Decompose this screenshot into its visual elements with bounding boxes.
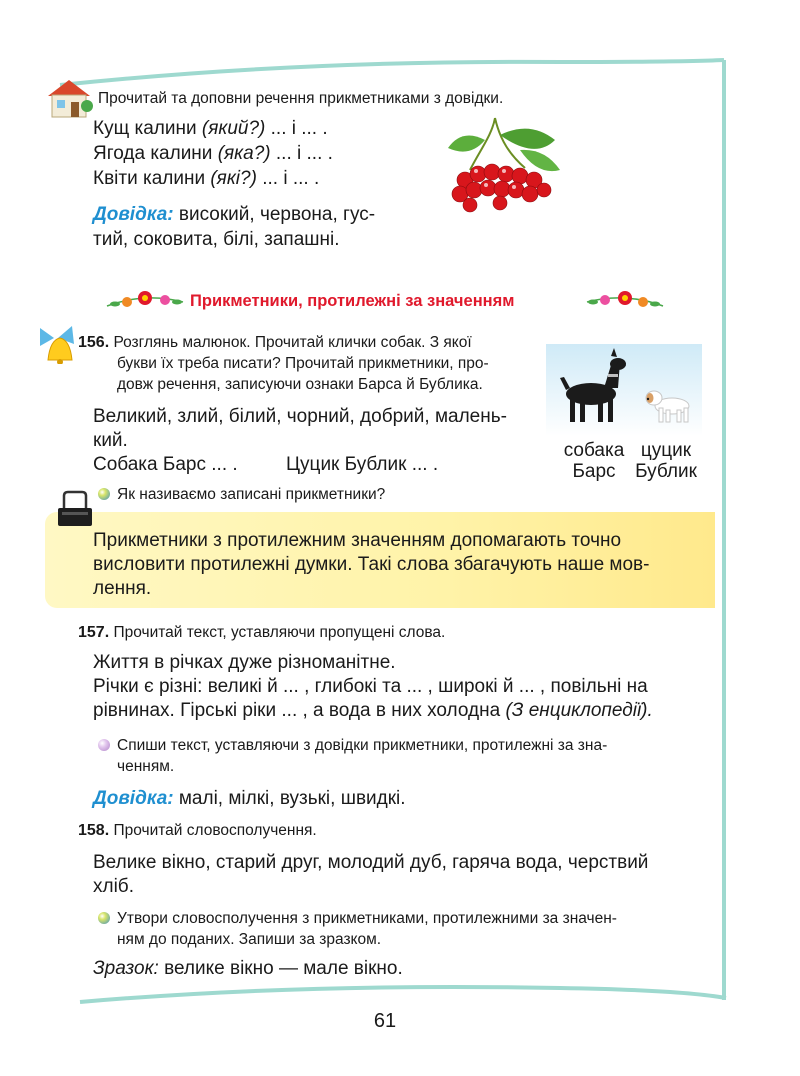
ex156-sentence-2: Цуцик Бублик ... . <box>286 454 439 475</box>
intro-line: Кущ калини (який?) ... і ... . <box>93 118 328 139</box>
bullet-icon <box>98 739 110 751</box>
ex158-text-line: Велике вікно, старий друг, молодий дуб, гаряча вода, черствий <box>93 852 649 873</box>
exercise-number: 157. <box>78 624 110 641</box>
frame-bottom-curve <box>0 980 800 1020</box>
ex156-header: 156. Розглянь малюнок. Прочитай клички собак. З якої <box>78 334 472 351</box>
intro-instruction: Прочитай та доповни речення прикметниками з довідки. <box>98 90 504 107</box>
intro-hint: Довідка: високий, червона, гус- <box>93 204 376 225</box>
ex158-text-line: хліб. <box>93 876 134 897</box>
ex156-sentence-1: Собака Барс ... . <box>93 454 238 475</box>
ex156-words-cont: кий. <box>93 430 128 451</box>
intro-hint-cont: тий, соковита, білі, запашні. <box>93 229 340 250</box>
ex157-hint: Довідка: малі, мілкі, вузькі, швидкі. <box>93 788 406 809</box>
ex157-text-line: Життя в річках дуже різноманітне. <box>93 652 396 673</box>
topic-title: Прикметники, протилежні за значенням <box>190 292 515 310</box>
ex158-sample: Зразок: велике вікно — мале вікно. <box>93 958 403 979</box>
ex157-header: 157. Прочитай текст, уставляючи пропущені слова. <box>78 624 446 641</box>
intro-line: Ягода калини (яка?) ... і ... . <box>93 143 333 164</box>
binder-clip-icon <box>54 490 96 530</box>
viburnum-berries-illustration <box>440 110 570 220</box>
bell-icon <box>34 322 78 364</box>
exercise-number: 156. <box>78 334 110 351</box>
ex156-words: Великий, злий, білий, чорний, добрий, малень- <box>93 406 507 427</box>
dogs-illustration <box>546 344 702 436</box>
ornament-right-icon <box>585 286 665 314</box>
bullet-icon <box>98 912 110 924</box>
ex158-header: 158. Прочитай словосполучення. <box>78 822 317 839</box>
ex157-task: Спиши текст, уставляючи з довідки прикметники, протилежні за зна- <box>117 737 608 754</box>
dog2-caption: цуцик Бублик <box>635 440 697 482</box>
ex157-text-line: рівнинах. Гірські ріки ... , а вода в них холодна (З енциклопедії). <box>93 700 653 721</box>
ex157-task-cont: ченням. <box>117 758 175 775</box>
page-number: 61 <box>373 1010 397 1032</box>
ex156-question: Як називаємо записані прикметники? <box>117 486 386 503</box>
frame-right-line <box>722 60 726 1000</box>
ex158-task: Утвори словосполучення з прикметниками, протилежними за значен- <box>117 910 617 927</box>
bullet-icon <box>98 488 110 500</box>
rule-line-3: лення. <box>93 578 152 599</box>
intro-line: Квіти калини (які?) ... і ... . <box>93 168 320 189</box>
ex156-instruction-line: довж речення, записуючи ознаки Барса й Бублика. <box>117 376 483 393</box>
ornament-left-icon <box>105 286 185 314</box>
ex156-instruction-line: букви їх треба писати? Прочитай прикметники, про- <box>117 355 489 372</box>
dog1-caption: собака Барс <box>563 440 625 482</box>
ex158-task-cont: ням до поданих. Запиши за зразком. <box>117 931 382 948</box>
rule-line-1: Прикметники з протилежним значенням допомагають точно <box>93 530 622 551</box>
rule-line-2: висловити протилежні думки. Такі слова збагачують наше мов- <box>93 554 650 575</box>
house-icon <box>44 76 94 120</box>
ex157-text-line: Річки є різні: великі й ... , глибокі та ... , широкі й ... , повільні на <box>93 676 648 697</box>
exercise-number: 158. <box>78 822 110 839</box>
